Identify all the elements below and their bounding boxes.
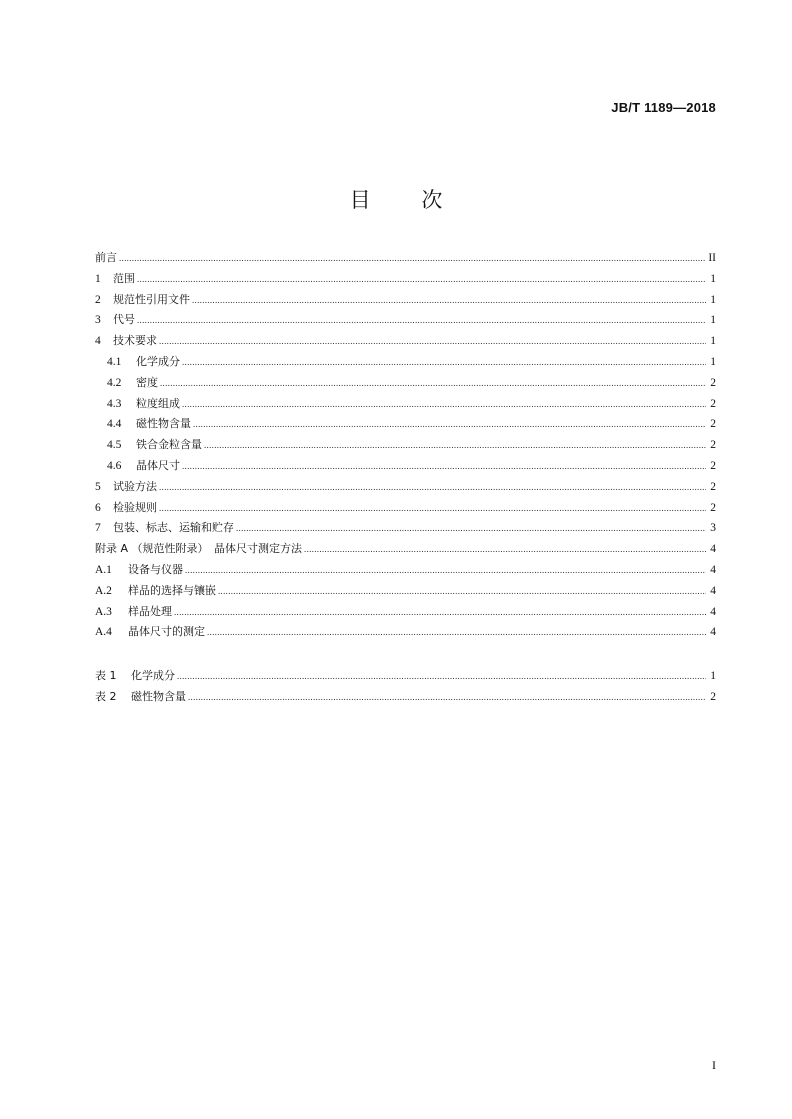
toc-entry-page: 4 (710, 584, 716, 597)
toc-entry-page: II (708, 252, 716, 264)
toc-entry-label: 检验规则 (113, 500, 157, 514)
toc-entry-a-2[interactable] (95, 582, 716, 603)
page-title (0, 184, 792, 214)
toc-leader (204, 440, 706, 450)
toc-entry-page: 1 (710, 355, 716, 368)
toc-table-2[interactable] (95, 688, 716, 709)
toc-entry-number: A.2 (95, 584, 112, 597)
toc-entry-label: 晶体尺寸 (136, 458, 180, 472)
toc-entry-label: 磁性物含量 (136, 417, 191, 431)
toc-entry-page: 2 (710, 397, 716, 410)
toc-entry-7[interactable] (95, 519, 716, 540)
toc-entry-a-1[interactable] (95, 561, 716, 582)
toc-entry-label: 样品的选择与镶嵌 (128, 583, 216, 597)
toc-leader (177, 671, 706, 681)
toc-leader (137, 274, 706, 284)
toc-entry-number: 4.3 (107, 397, 122, 410)
toc-leader (119, 253, 706, 263)
toc-entry-page: 4 (710, 626, 716, 639)
toc-entry-label: 化学成分 (136, 354, 180, 368)
toc-entry-page: 2 (710, 376, 716, 389)
toc-entry-number: 7 (95, 522, 101, 535)
toc-entry-a-4[interactable] (95, 623, 716, 644)
list-of-tables (95, 667, 716, 709)
toc-entry-page: 4 (710, 605, 716, 618)
toc-entry-4[interactable] (95, 332, 716, 353)
toc-entry-page: 4 (710, 543, 716, 556)
toc-leader (159, 482, 706, 492)
toc-entry-4-3[interactable] (95, 395, 716, 416)
toc-leader (188, 692, 706, 702)
toc-entry-number: 表 2 (95, 689, 117, 703)
toc-entry-page: 1 (710, 272, 716, 285)
toc-leader (160, 378, 706, 388)
toc-entry-foreword[interactable] (95, 249, 716, 270)
toc-entry-page: 2 (710, 459, 716, 472)
toc-entry-page: 1 (710, 293, 716, 306)
toc-entry-number: 4.1 (107, 355, 122, 368)
toc-entry-number: A.4 (95, 626, 112, 639)
toc-entry-page: 3 (710, 522, 716, 535)
toc-entry-number: A.3 (95, 605, 112, 618)
toc-entry-label: 铁合金粒含量 (136, 438, 202, 452)
toc-entry-label: 晶体尺寸的测定 (128, 625, 205, 639)
toc-leader (137, 315, 706, 325)
toc-entry-number: 5 (95, 480, 101, 493)
toc-entry-page: 1 (710, 670, 716, 682)
toc-entry-label: 范围 (113, 271, 135, 285)
toc-table-1[interactable] (95, 667, 716, 688)
toc-entry-a-3[interactable] (95, 603, 716, 624)
toc-entry-annex-a[interactable] (95, 540, 716, 561)
toc-entry-number: A.1 (95, 563, 112, 576)
toc-leader (182, 399, 706, 409)
toc-leader (192, 295, 706, 305)
toc-leader (185, 565, 706, 575)
standard-code: JB/T 1189—2018 (611, 100, 716, 115)
toc-entry-number: 1 (95, 272, 101, 285)
toc-entry-4-4[interactable] (95, 415, 716, 436)
toc-entry-label: 规范性引用文件 (113, 292, 190, 306)
toc-leader (159, 503, 706, 513)
toc-entry-page: 2 (710, 480, 716, 493)
toc-leader (174, 607, 706, 617)
toc-entry-6[interactable] (95, 499, 716, 520)
toc-entry-page: 2 (710, 690, 716, 703)
toc-entry-label: 样品处理 (128, 604, 172, 618)
toc-entry-page: 2 (710, 439, 716, 452)
title-char-1: 目 (349, 188, 371, 212)
page-number: I (712, 1058, 716, 1072)
toc-entry-4-6[interactable] (95, 457, 716, 478)
toc-entry-label: 包装、标志、运输和贮存 (113, 521, 234, 535)
toc-leader (182, 357, 706, 367)
toc-entry-number: 2 (95, 293, 101, 306)
toc-entry-4-5[interactable] (95, 436, 716, 457)
toc-entry-label: 密度 (136, 375, 158, 389)
toc-entry-page: 2 (710, 501, 716, 514)
toc-entry-number: 4.6 (107, 459, 122, 472)
toc-entry-page: 4 (710, 563, 716, 576)
toc-leader (218, 586, 706, 596)
toc-leader (304, 544, 706, 554)
toc-entry-page: 1 (710, 314, 716, 327)
toc-entry-label: 前言 (95, 251, 117, 264)
toc-entry-number: 4 (95, 335, 101, 348)
title-char-2: 次 (421, 188, 443, 212)
toc-leader (236, 523, 706, 533)
toc-entry-label: 技术要求 (113, 334, 157, 348)
toc-leader (207, 627, 706, 637)
toc-entry-page: 2 (710, 418, 716, 431)
toc-entry-label: 粒度组成 (136, 396, 180, 410)
toc-entry-number: 表 1 (95, 669, 117, 682)
toc-entry-number: 6 (95, 501, 101, 514)
toc-entry-4-2[interactable] (95, 374, 716, 395)
toc-entry-label: 代号 (113, 313, 135, 327)
toc-entry-label: 磁性物含量 (131, 689, 186, 703)
toc-entry-label: 化学成分 (131, 669, 175, 682)
toc-entry-4-1[interactable] (95, 353, 716, 374)
toc-entry-label: 试验方法 (113, 479, 157, 493)
toc-entry-3[interactable] (95, 311, 716, 332)
toc-entry-5[interactable] (95, 478, 716, 499)
toc-entry-number: 3 (95, 314, 101, 327)
toc-entry-number: 4.5 (107, 439, 122, 452)
toc-entry-label: 设备与仪器 (128, 562, 183, 576)
toc-entry-label: 附录 A （规范性附录） 晶体尺寸测定方法 (95, 542, 303, 556)
toc-leader (182, 461, 706, 471)
toc-entry-number: 4.4 (107, 418, 122, 431)
toc-leader (159, 336, 706, 346)
table-of-contents (95, 249, 716, 644)
toc-entry-number: 4.2 (107, 376, 122, 389)
toc-leader (193, 419, 706, 429)
toc-entry-page: 1 (710, 335, 716, 348)
toc-entry-1[interactable] (95, 270, 716, 291)
toc-entry-2[interactable] (95, 291, 716, 312)
